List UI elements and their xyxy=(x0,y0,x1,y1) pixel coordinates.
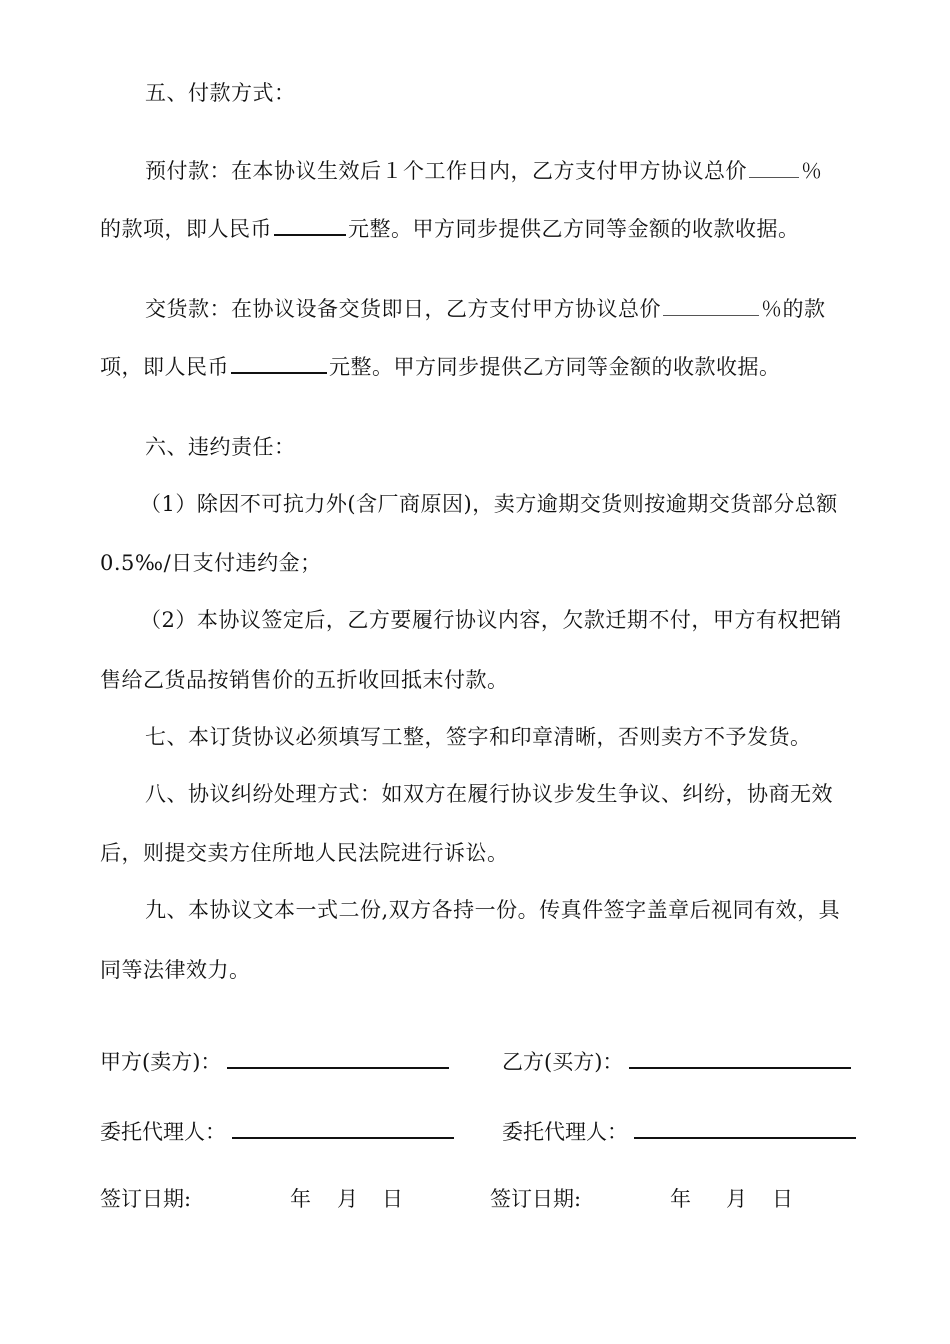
agent-a-label: 委托代理人： xyxy=(100,1120,226,1144)
prepay-text-1b: ％ xyxy=(801,159,823,183)
delivery-text-1a: 交货款：在协议设备交货即日，乙方支付甲方协议总价 xyxy=(145,297,661,321)
penalty-item1-text1: （1）除因不可抗力外(含厂商原因)，卖方逾期交货则按逾期交货部分总额 xyxy=(140,492,838,516)
section5-heading-text: 五、付款方式： xyxy=(145,81,296,105)
section9-text1: 九、本协议文本一式二份,双方各持一份。传真件签字盖章后视同有效，具 xyxy=(145,898,841,922)
section8-line2 xyxy=(100,838,875,868)
penalty-item1-line2 xyxy=(100,548,875,578)
date-a-year: 年 xyxy=(290,1187,311,1211)
penalty-item2-line2 xyxy=(100,665,875,695)
date-label-b: 签订日期: xyxy=(490,1187,582,1211)
section5-heading xyxy=(145,78,920,108)
section6-heading xyxy=(145,432,920,462)
agent-a-signature xyxy=(100,1115,454,1149)
delivery-text-1b: ％的款 xyxy=(761,297,826,321)
prepay-text-2b: 元整。甲方同步提供乙方同等金额的收款收据。 xyxy=(348,217,800,241)
prepay-amount-blank xyxy=(274,233,346,236)
agent-b-label: 委托代理人： xyxy=(502,1120,628,1144)
penalty-item2-text1: （2）本协议签定后，乙方要履行协议内容，欠款迁期不付，甲方有权把销 xyxy=(140,608,842,632)
section9-line2 xyxy=(100,955,875,985)
section8-line1 xyxy=(145,779,920,809)
party-a-signature xyxy=(100,1045,449,1079)
party-signature-row xyxy=(100,1045,880,1079)
delivery-line-1 xyxy=(145,294,920,324)
party-a-label: 甲方(卖方)： xyxy=(100,1050,222,1074)
section9-text2: 同等法律效力。 xyxy=(100,958,251,982)
section6-heading-text: 六、违约责任： xyxy=(145,435,296,459)
date-a-day: 日 xyxy=(382,1187,403,1211)
delivery-text-2b: 元整。甲方同步提供乙方同等金额的收款收据。 xyxy=(329,355,781,379)
agent-b-signature-line xyxy=(634,1136,856,1139)
party-b-signature xyxy=(502,1045,851,1079)
agent-b-signature xyxy=(502,1115,856,1149)
prepay-text-2a: 的款项，即人民币 xyxy=(100,217,272,241)
date-b-day: 日 xyxy=(772,1187,793,1211)
date-a-month: 月 xyxy=(337,1187,358,1211)
penalty-item1-line1 xyxy=(140,489,880,519)
date-label-a: 签订日期: xyxy=(100,1187,192,1211)
delivery-amount-blank xyxy=(231,371,327,374)
prepay-line-2 xyxy=(100,214,875,244)
prepay-line-1 xyxy=(145,156,920,186)
penalty-item2-line1 xyxy=(140,605,880,635)
date-b-month: 月 xyxy=(726,1187,747,1211)
party-b-label: 乙方(买方)： xyxy=(502,1050,624,1074)
prepay-percent-blank xyxy=(749,176,799,178)
delivery-line-2 xyxy=(100,352,875,382)
section9-line1 xyxy=(145,895,920,925)
delivery-percent-blank xyxy=(663,314,759,316)
delivery-text-2a: 项，即人民币 xyxy=(100,355,229,379)
penalty-item1-text2: 0.5‰/日支付违约金； xyxy=(100,551,322,575)
section8-text1: 八、协议纠纷处理方式：如双方在履行协议步发生争议、纠纷，协商无效 xyxy=(145,782,833,806)
party-b-signature-line xyxy=(629,1066,851,1069)
prepay-text-1a: 预付款：在本协议生效后１个工作日内，乙方支付甲方协议总价 xyxy=(145,159,747,183)
agent-signature-row xyxy=(100,1115,880,1149)
section7-line xyxy=(145,722,920,752)
section8-text2: 后，则提交卖方住所地人民法院进行诉讼。 xyxy=(100,841,509,865)
penalty-item2-text2: 售给乙货品按销售价的五折收回抵末付款。 xyxy=(100,668,509,692)
date-b-year: 年 xyxy=(670,1187,691,1211)
section7-text: 七、本订货协议必须填写工整，签字和印章清晰，否则卖方不予发货。 xyxy=(145,725,812,749)
agent-a-signature-line xyxy=(232,1136,454,1139)
date-row xyxy=(100,1182,880,1216)
party-a-signature-line xyxy=(227,1066,449,1069)
